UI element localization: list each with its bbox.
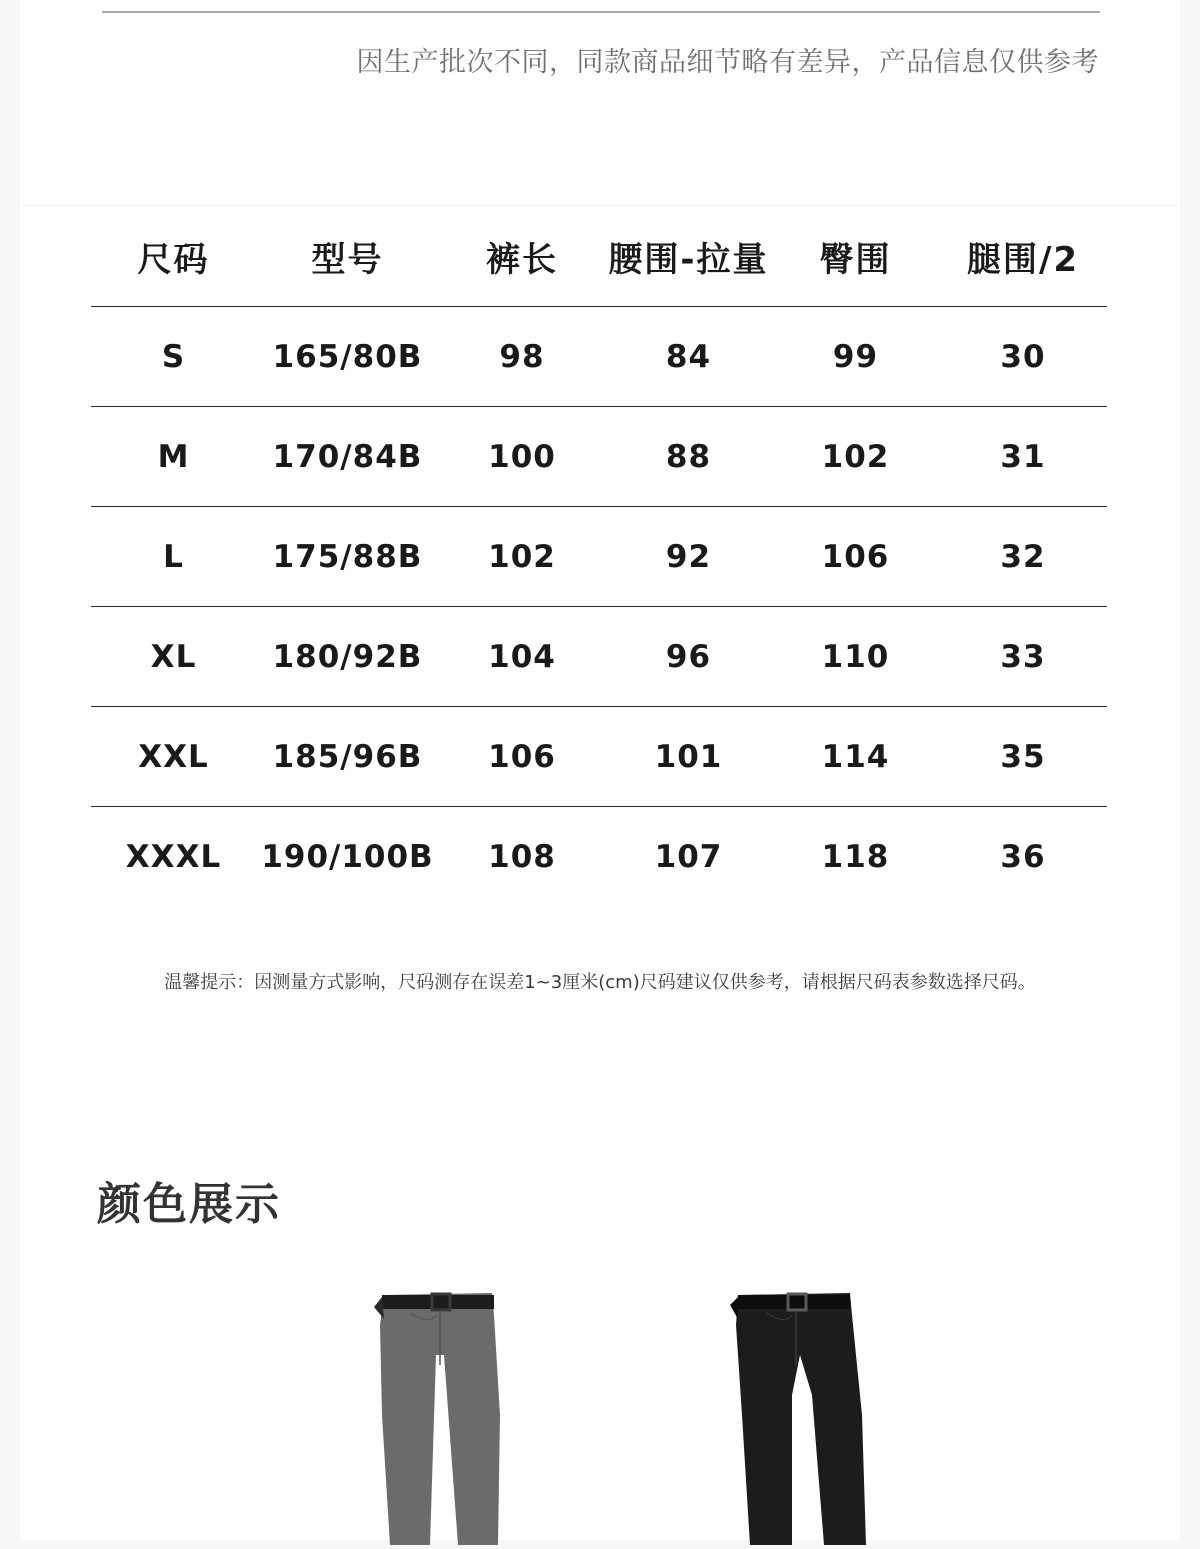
table-row xyxy=(91,707,1107,807)
size-chart-header-row xyxy=(91,207,1107,307)
header-size: 尺码 xyxy=(91,207,256,307)
cell-waist: 92 xyxy=(605,507,772,607)
cell-size: XXXL xyxy=(125,838,222,875)
cell-length: 98 xyxy=(439,307,605,407)
cell-hip: 110 xyxy=(772,607,939,707)
cell-length: 104 xyxy=(439,607,605,707)
cell-hip: 102 xyxy=(772,407,939,507)
cell-waist: 88 xyxy=(605,407,772,507)
cell-size: S xyxy=(91,307,256,407)
cell-thigh: 32 xyxy=(939,507,1107,607)
cell-model: 185/96B xyxy=(256,707,439,807)
cell-length: 108 xyxy=(488,838,556,875)
cell-hip: 118 xyxy=(821,838,890,875)
cell-waist: 84 xyxy=(605,307,772,407)
cell-thigh: 30 xyxy=(939,307,1107,407)
cell-size: XXL xyxy=(91,707,256,807)
top-divider xyxy=(102,11,1100,13)
cell-model: 180/92B xyxy=(256,607,439,707)
cell-size: XL xyxy=(91,607,256,707)
size-chart-table xyxy=(91,207,1107,906)
cell-thigh: 35 xyxy=(939,707,1107,807)
table-row xyxy=(91,607,1107,707)
cell-model: 170/84B xyxy=(256,407,439,507)
header-hip: 臀围 xyxy=(772,207,939,307)
cell-length: 102 xyxy=(439,507,605,607)
cell-size: M xyxy=(91,407,256,507)
header-length: 裤长 xyxy=(439,207,605,307)
cell-length: 106 xyxy=(439,707,605,807)
black-pants-body xyxy=(736,1293,866,1545)
cell-thigh: 36 xyxy=(1000,838,1046,875)
table-row xyxy=(91,407,1107,507)
cell-size: L xyxy=(91,507,256,607)
cell-waist: 107 xyxy=(654,838,723,875)
cell-length: 100 xyxy=(439,407,605,507)
table-row xyxy=(91,507,1107,607)
header-model: 型号 xyxy=(256,207,439,307)
cell-model: 190/100B xyxy=(261,838,434,875)
cell-thigh: 33 xyxy=(939,607,1107,707)
sizing-tip: 温馨提示：因测量方式影响，尺码测存在误差1~3厘米(cm)尺码建议仅供参考，请根据尺码表参数选择尺码。 xyxy=(164,972,1036,993)
table-row xyxy=(91,307,1107,407)
cell-model: 165/80B xyxy=(256,307,439,407)
product-detail-page xyxy=(20,0,1180,1540)
cell-model: 175/88B xyxy=(256,507,439,607)
cell-waist: 101 xyxy=(605,707,772,807)
section-divider xyxy=(20,205,1180,206)
header-thigh: 腿围/2 xyxy=(939,207,1107,307)
disclaimer-text: 因生产批次不同，同款商品细节略有差异，产品信息仅供参考 xyxy=(356,47,1099,78)
black-pants-image xyxy=(720,1285,880,1549)
gray-pants-image xyxy=(370,1285,530,1549)
table-row xyxy=(91,807,1107,907)
cell-hip: 106 xyxy=(772,507,939,607)
cell-hip: 114 xyxy=(772,707,939,807)
cell-thigh: 31 xyxy=(939,407,1107,507)
header-waist: 腰围-拉量 xyxy=(605,207,772,307)
cell-waist: 96 xyxy=(605,607,772,707)
color-section-title: 颜色展示 xyxy=(97,1179,281,1230)
cell-hip: 99 xyxy=(772,307,939,407)
